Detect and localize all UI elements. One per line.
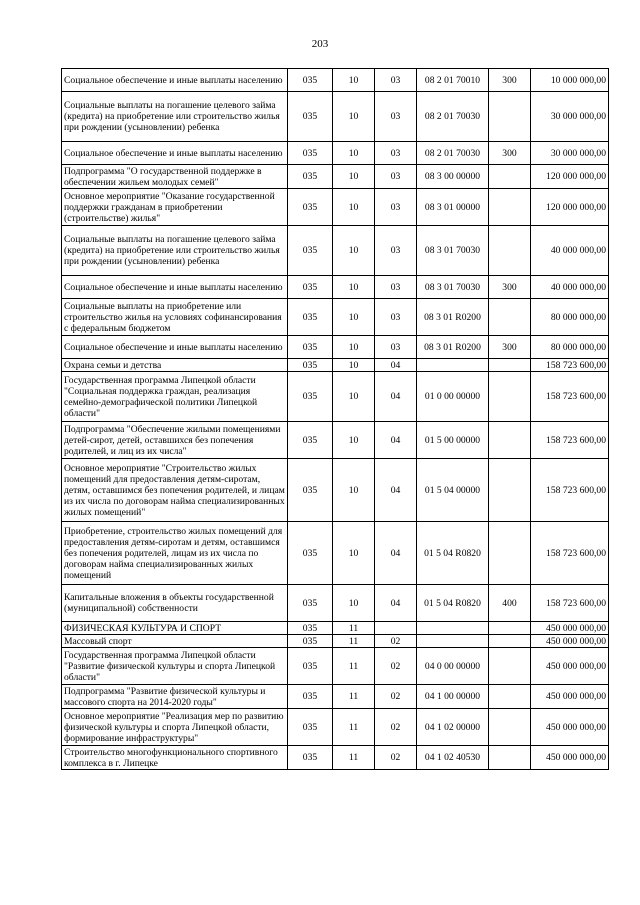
- table-row: [62, 746, 609, 770]
- table-row: [62, 359, 609, 372]
- row-expense-type: [489, 92, 531, 142]
- row-subsection-code: 04: [375, 459, 417, 522]
- row-ved-code: 035: [288, 189, 333, 226]
- table-row: [62, 422, 609, 459]
- row-section-code: 10: [333, 69, 375, 92]
- table-row: [62, 276, 609, 299]
- table-row: [62, 299, 609, 336]
- row-amount: 10 000 000,00: [531, 69, 609, 92]
- row-subsection-code: 02: [375, 685, 417, 709]
- row-section-code: 10: [333, 92, 375, 142]
- row-ved-code: 035: [288, 422, 333, 459]
- row-target-article: 01 0 00 00000: [417, 372, 489, 422]
- row-name: Социальное обеспечение и иные выплаты населению: [62, 69, 288, 92]
- row-target-article: 08 2 01 70030: [417, 92, 489, 142]
- page-number: 203: [311, 38, 329, 50]
- row-section-code: 10: [333, 142, 375, 165]
- row-expense-type: [489, 685, 531, 709]
- row-expense-type: 400: [489, 585, 531, 622]
- row-section-code: 10: [333, 276, 375, 299]
- row-section-code: 10: [333, 585, 375, 622]
- table-row: [62, 372, 609, 422]
- row-expense-type: [489, 746, 531, 770]
- row-ved-code: 035: [288, 299, 333, 336]
- row-amount: 30 000 000,00: [531, 92, 609, 142]
- row-target-article: [417, 622, 489, 635]
- table-row: [62, 69, 609, 92]
- row-subsection-code: 03: [375, 165, 417, 189]
- row-expense-type: [489, 299, 531, 336]
- table-row: [62, 165, 609, 189]
- row-amount: 158 723 600,00: [531, 459, 609, 522]
- row-ved-code: 035: [288, 459, 333, 522]
- row-target-article: 08 3 01 R0200: [417, 299, 489, 336]
- table-row: [62, 189, 609, 226]
- row-name: Строительство многофункционального спортивного комплекса в г. Липецке: [62, 746, 288, 770]
- table-row: [62, 709, 609, 746]
- row-amount: 158 723 600,00: [531, 585, 609, 622]
- row-name: Государственная программа Липецкой области "Социальная поддержка граждан, реализация семейно-демографической политики Липецкой области": [62, 372, 288, 422]
- row-amount: 40 000 000,00: [531, 276, 609, 299]
- row-amount: 120 000 000,00: [531, 189, 609, 226]
- row-ved-code: 035: [288, 142, 333, 165]
- row-ved-code: 035: [288, 685, 333, 709]
- row-section-code: 11: [333, 709, 375, 746]
- row-name: Основное мероприятие "Реализация мер по развитию физической культуры и спорта Липецкой области, формирование инфраструктуры": [62, 709, 288, 746]
- row-ved-code: 035: [288, 276, 333, 299]
- row-ved-code: 035: [288, 69, 333, 92]
- row-target-article: 08 3 01 70030: [417, 226, 489, 276]
- row-section-code: 10: [333, 299, 375, 336]
- row-subsection-code: 04: [375, 585, 417, 622]
- row-subsection-code: 03: [375, 336, 417, 359]
- row-name: Капитальные вложения в объекты государственной (муниципальной) собственности: [62, 585, 288, 622]
- row-subsection-code: 02: [375, 635, 417, 648]
- row-subsection-code: 04: [375, 359, 417, 372]
- row-name: Приобретение, строительство жилых помещений для предоставления детям-сиротам и детям, оставшимся без попечения родителей, лицам из их числа по договорам найма специализированных жилых помещений: [62, 522, 288, 585]
- row-subsection-code: 03: [375, 142, 417, 165]
- row-section-code: 10: [333, 372, 375, 422]
- row-amount: 30 000 000,00: [531, 142, 609, 165]
- row-amount: 450 000 000,00: [531, 622, 609, 635]
- row-subsection-code: 02: [375, 709, 417, 746]
- row-subsection-code: 03: [375, 92, 417, 142]
- row-name: Социальное обеспечение и иные выплаты населению: [62, 142, 288, 165]
- row-section-code: 10: [333, 459, 375, 522]
- row-ved-code: 035: [288, 648, 333, 685]
- table-row: [62, 226, 609, 276]
- row-target-article: 01 5 04 R0820: [417, 585, 489, 622]
- row-target-article: 01 5 04 00000: [417, 459, 489, 522]
- row-name: Основное мероприятие "Оказание государственной поддержки гражданам в приобретении (строительстве) жилья": [62, 189, 288, 226]
- row-expense-type: [489, 622, 531, 635]
- row-expense-type: [489, 709, 531, 746]
- table-row: [62, 522, 609, 585]
- row-section-code: 10: [333, 165, 375, 189]
- row-target-article: 01 5 04 R0820: [417, 522, 489, 585]
- row-target-article: 08 2 01 70010: [417, 69, 489, 92]
- row-subsection-code: 03: [375, 299, 417, 336]
- row-ved-code: 035: [288, 359, 333, 372]
- row-amount: 158 723 600,00: [531, 522, 609, 585]
- table-row: [62, 585, 609, 622]
- row-amount: 158 723 600,00: [531, 422, 609, 459]
- row-expense-type: [489, 648, 531, 685]
- row-section-code: 11: [333, 746, 375, 770]
- table-row: [62, 648, 609, 685]
- row-amount: 158 723 600,00: [531, 359, 609, 372]
- row-section-code: 10: [333, 359, 375, 372]
- row-expense-type: 300: [489, 69, 531, 92]
- row-section-code: 10: [333, 226, 375, 276]
- row-target-article: 04 1 02 00000: [417, 709, 489, 746]
- budget-table-body: [62, 69, 609, 770]
- row-name: Подпрограмма "Обеспечение жилыми помещениями детей-сирот, детей, оставшихся без попечения родителей, и лиц из их числа": [62, 422, 288, 459]
- row-section-code: 11: [333, 635, 375, 648]
- row-name: Подпрограмма "О государственной поддержке в обеспечении жильем молодых семей": [62, 165, 288, 189]
- row-amount: 158 723 600,00: [531, 372, 609, 422]
- row-subsection-code: 03: [375, 226, 417, 276]
- table-row: [62, 459, 609, 522]
- table-row: [62, 142, 609, 165]
- row-ved-code: 035: [288, 372, 333, 422]
- row-ved-code: 035: [288, 622, 333, 635]
- row-section-code: 10: [333, 336, 375, 359]
- row-subsection-code: 04: [375, 422, 417, 459]
- row-target-article: 08 3 01 00000: [417, 189, 489, 226]
- row-target-article: 04 1 00 00000: [417, 685, 489, 709]
- row-amount: 450 000 000,00: [531, 746, 609, 770]
- row-subsection-code: 03: [375, 69, 417, 92]
- row-amount: 450 000 000,00: [531, 685, 609, 709]
- row-name: Социальные выплаты на приобретение или строительство жилья на условиях софинансирования с федеральным бюджетом: [62, 299, 288, 336]
- row-name: Социальные выплаты на погашение целевого займа (кредита) на приобретение или строительство жилья при рождении (усыновлении) ребенка: [62, 226, 288, 276]
- row-name: Социальное обеспечение и иные выплаты населению: [62, 276, 288, 299]
- table-row: [62, 336, 609, 359]
- row-expense-type: 300: [489, 142, 531, 165]
- row-amount: 80 000 000,00: [531, 299, 609, 336]
- row-name: Государственная программа Липецкой области "Развитие физической культуры и спорта Липецкой области": [62, 648, 288, 685]
- row-amount: 450 000 000,00: [531, 648, 609, 685]
- row-section-code: 10: [333, 422, 375, 459]
- row-subsection-code: 04: [375, 372, 417, 422]
- row-name: Социальные выплаты на погашение целевого займа (кредита) на приобретение или строительство жилья при рождении (усыновлении) ребенка: [62, 92, 288, 142]
- row-section-code: 10: [333, 189, 375, 226]
- row-ved-code: 035: [288, 92, 333, 142]
- row-amount: 40 000 000,00: [531, 226, 609, 276]
- row-subsection-code: 02: [375, 648, 417, 685]
- row-name: Социальное обеспечение и иные выплаты населению: [62, 336, 288, 359]
- row-expense-type: [489, 372, 531, 422]
- row-ved-code: 035: [288, 336, 333, 359]
- row-name: Подпрограмма "Развитие физической культуры и массового спорта на 2014-2020 годы": [62, 685, 288, 709]
- row-target-article: 08 3 01 70030: [417, 276, 489, 299]
- row-subsection-code: [375, 622, 417, 635]
- row-ved-code: 035: [288, 165, 333, 189]
- row-target-article: 08 3 01 R0200: [417, 336, 489, 359]
- row-section-code: 10: [333, 522, 375, 585]
- row-ved-code: 035: [288, 522, 333, 585]
- row-name: Основное мероприятие "Строительство жилых помещений для предоставления детям-сиротам, детям, оставшимся без попечения родителей, и лицам из их числа по договорам найма специализированных жилых помещений": [62, 459, 288, 522]
- row-ved-code: 035: [288, 585, 333, 622]
- row-subsection-code: 03: [375, 189, 417, 226]
- row-amount: 80 000 000,00: [531, 336, 609, 359]
- row-expense-type: [489, 522, 531, 585]
- row-target-article: 01 5 00 00000: [417, 422, 489, 459]
- row-expense-type: [489, 226, 531, 276]
- row-amount: 450 000 000,00: [531, 709, 609, 746]
- row-target-article: 04 0 00 00000: [417, 648, 489, 685]
- row-subsection-code: 02: [375, 746, 417, 770]
- row-target-article: 04 1 02 40530: [417, 746, 489, 770]
- row-expense-type: [489, 165, 531, 189]
- table-row: [62, 685, 609, 709]
- row-ved-code: 035: [288, 709, 333, 746]
- table-row: [62, 635, 609, 648]
- row-ved-code: 035: [288, 635, 333, 648]
- row-subsection-code: 03: [375, 276, 417, 299]
- row-ved-code: 035: [288, 746, 333, 770]
- row-expense-type: [489, 459, 531, 522]
- row-expense-type: [489, 635, 531, 648]
- row-name: Массовый спорт: [62, 635, 288, 648]
- row-target-article: 08 2 01 70030: [417, 142, 489, 165]
- row-section-code: 11: [333, 685, 375, 709]
- row-amount: 120 000 000,00: [531, 165, 609, 189]
- row-target-article: 08 3 00 00000: [417, 165, 489, 189]
- row-expense-type: [489, 422, 531, 459]
- row-target-article: [417, 635, 489, 648]
- row-amount: 450 000 000,00: [531, 635, 609, 648]
- table-row: [62, 92, 609, 142]
- row-name: ФИЗИЧЕСКАЯ КУЛЬТУРА И СПОРТ: [62, 622, 288, 635]
- row-subsection-code: 04: [375, 522, 417, 585]
- row-section-code: 11: [333, 622, 375, 635]
- row-target-article: [417, 359, 489, 372]
- budget-table: [61, 68, 609, 770]
- row-expense-type: [489, 189, 531, 226]
- row-expense-type: 300: [489, 276, 531, 299]
- row-ved-code: 035: [288, 226, 333, 276]
- row-expense-type: 300: [489, 336, 531, 359]
- row-name: Охрана семьи и детства: [62, 359, 288, 372]
- row-expense-type: [489, 359, 531, 372]
- table-row: [62, 622, 609, 635]
- row-section-code: 11: [333, 648, 375, 685]
